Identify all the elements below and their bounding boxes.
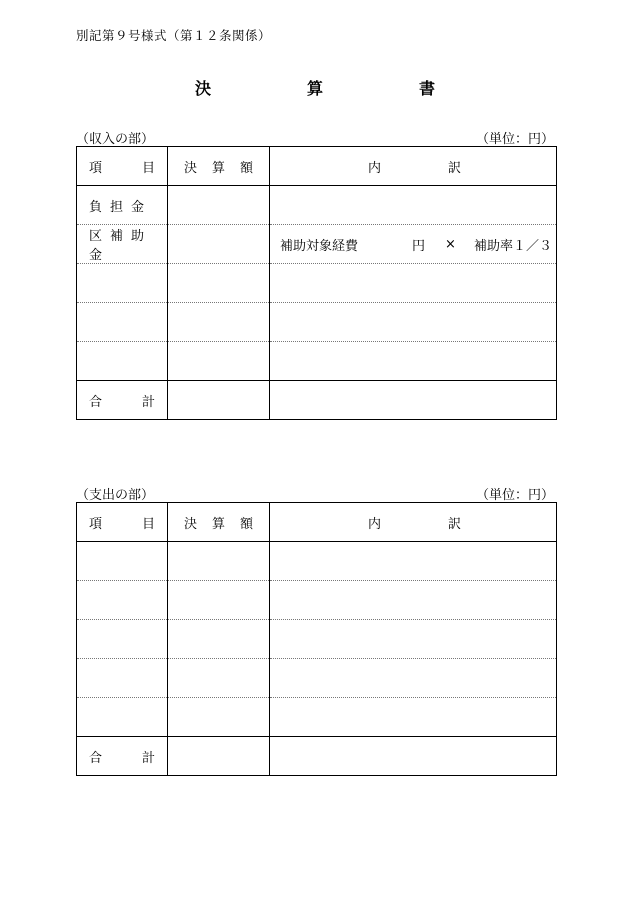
table-row [77,581,557,620]
item-cell[interactable] [77,264,168,303]
amount-cell[interactable] [168,264,270,303]
table-row [77,698,557,737]
income-table [76,146,557,420]
detail-cell[interactable] [270,342,557,381]
document-title: 決 算 書 [194,79,475,98]
table-row [77,342,557,381]
header-item-char-2: 目 [141,160,155,176]
item-cell: 区補助金 [77,225,168,264]
header-amount-char-2: 算 [211,160,225,176]
header-item-char-1: 項 [89,160,103,176]
header-amount-char-1: 決 [184,160,198,176]
header-detail-char-1: 内 [368,516,382,532]
total-label-char-2: 計 [141,394,155,410]
header-detail-char-2: 訳 [447,160,461,176]
expense-table [76,502,557,776]
item-cell[interactable] [77,620,168,659]
amount-cell[interactable] [168,542,270,581]
table-row [77,620,557,659]
detail-cell[interactable] [270,542,557,581]
subsidy-target-label: 補助対象経費 [280,238,359,254]
header-detail-char-1: 内 [368,160,382,176]
amount-cell[interactable] [168,186,270,225]
form-reference: 別記第９号様式（第１２条関係） [76,28,272,43]
table-row [77,659,557,698]
header-detail-char-2: 訳 [447,516,461,532]
income-total-row [77,381,557,420]
total-label-char-2: 計 [141,750,155,766]
header-item-char-2: 目 [141,516,155,532]
table-row [77,542,557,581]
table-row [77,303,557,342]
total-detail-cell[interactable] [270,381,557,420]
income-unit-label: （単位：円） [475,132,554,147]
expense-unit-label: （単位：円） [475,488,554,503]
detail-cell[interactable] [270,698,557,737]
table-row [77,225,557,264]
header-amount-char-3: 額 [239,516,253,532]
header-item-char-1: 項 [89,516,103,532]
total-amount-cell[interactable] [168,381,270,420]
item-cell[interactable] [77,698,168,737]
yen-unit: 円 [412,238,426,254]
amount-cell[interactable] [168,620,270,659]
detail-cell[interactable] [270,620,557,659]
amount-cell[interactable] [168,698,270,737]
header-amount-char-2: 算 [211,516,225,532]
amount-cell[interactable] [168,225,270,264]
table-row [77,264,557,303]
detail-cell[interactable] [270,581,557,620]
item-cell[interactable] [77,303,168,342]
item-cell[interactable] [77,659,168,698]
multiply-sign: × [445,236,456,252]
table-row [77,186,557,225]
total-amount-cell[interactable] [168,737,270,776]
detail-cell[interactable] [270,659,557,698]
amount-cell[interactable] [168,342,270,381]
header-amount-char-3: 額 [239,160,253,176]
item-cell[interactable] [77,342,168,381]
detail-cell[interactable] [270,303,557,342]
income-header-row [77,147,557,186]
total-detail-cell[interactable] [270,737,557,776]
expense-header-row [77,503,557,542]
subsidy-rate-label: 補助率１／３ [473,238,552,254]
expense-section-label: （支出の部） [76,488,155,503]
header-amount-char-1: 決 [184,516,198,532]
detail-cell[interactable] [270,225,557,264]
amount-cell[interactable] [168,659,270,698]
income-section-label: （収入の部） [76,132,155,147]
amount-cell[interactable] [168,303,270,342]
item-cell[interactable] [77,542,168,581]
amount-cell[interactable] [168,581,270,620]
item-cell: 負担金 [77,186,168,225]
item-cell[interactable] [77,581,168,620]
total-label-char-1: 合 [89,750,103,766]
expense-total-row [77,737,557,776]
detail-cell[interactable] [270,186,557,225]
total-label-char-1: 合 [89,394,103,410]
detail-cell[interactable] [270,264,557,303]
